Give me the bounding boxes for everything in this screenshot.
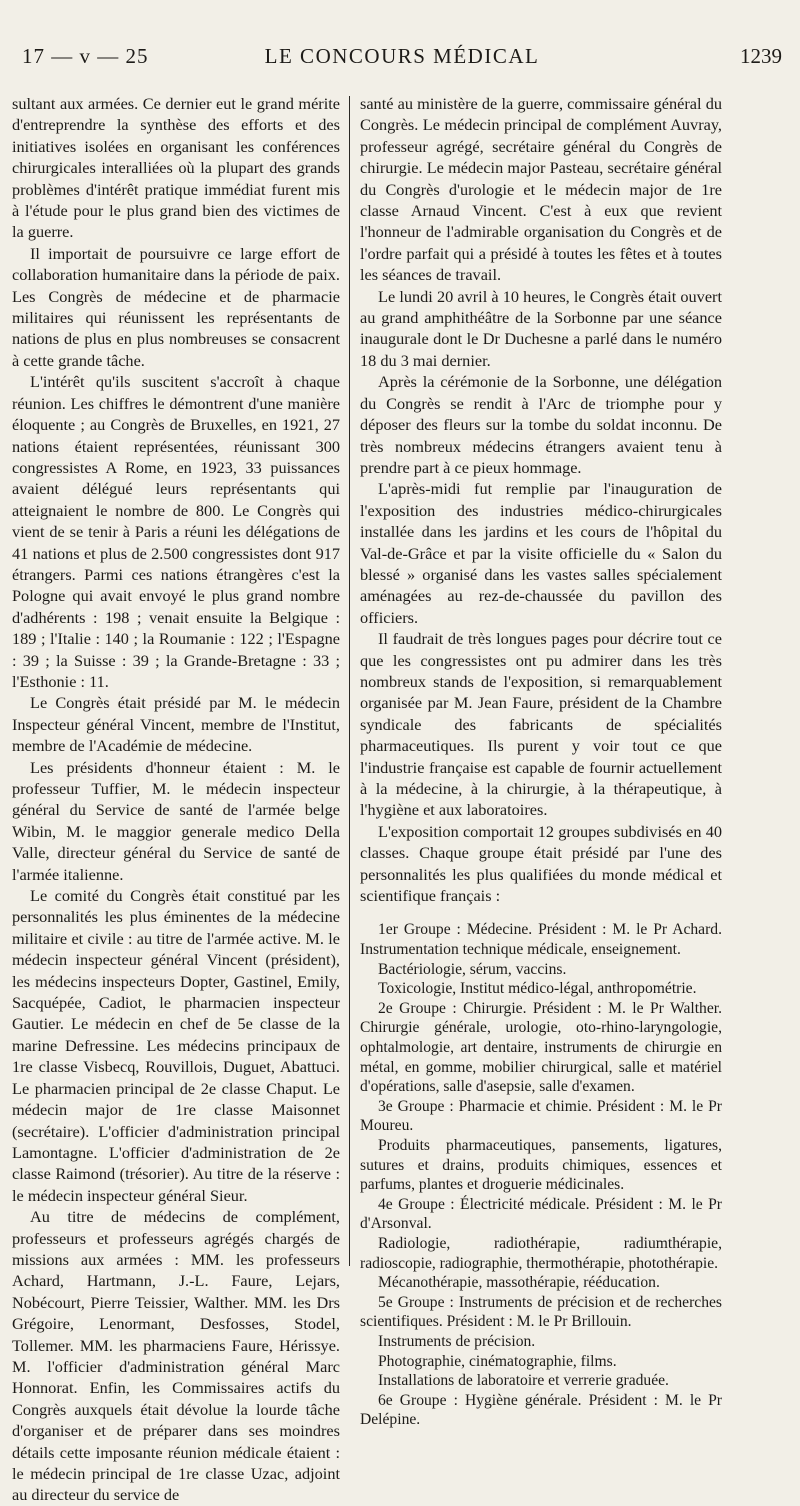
paragraph: L'après-midi fut remplie par l'inauguration de l'exposition des industries médico-chirurgicales installée dans les jardins et les cours de l'hôpital du Val-de-Grâce et par la visite officielle du « Salon du blessé » organisé dans les vastes salles spécialement aménagées au rez-de-chaussée du pavillon des officiers. xyxy=(360,479,722,627)
group-heading: 3e Groupe : Pharmacie et chimie. Président : M. le Pr Moureu. xyxy=(360,1097,722,1135)
group-heading: 5e Groupe : Instruments de précision et de recherches scientifiques. Président : M. le Pr Brillouin. xyxy=(360,1293,722,1331)
right-column xyxy=(360,93,722,1430)
group-heading: 2e Groupe : Chirurgie. Président : M. le Pr Walther. Chirurgie générale, urologie, oto-rhino-laryngologie, ophtalmologie, art dentaire, instruments de chirurgie en métal, en gomme, mobilier chirurgical, salle et matériel d'opérations, salle d'asepsie, salle d'examen. xyxy=(360,999,722,1096)
paragraph: Après la cérémonie de la Sorbonne, une délégation du Congrès se rendit à l'Arc de triomphe pour y déposer des fleurs sur la tombe du soldat inconnu. De très nombreux médecins étrangers avaient tenu à prendre part à ce pieux hommage. xyxy=(360,372,722,477)
paragraph: santé au ministère de la guerre, commissaire général du Congrès. Le médecin principal de complément Auvray, professeur agrégé, secrétaire général du Congrès de chirurgie. Le médecin major Pasteau, secrétaire général du Congrès d'urologie et le médecin major de 1re classe Arnaud Vincent. C'est à eux que revient l'honneur de l'admirable organisation du Congrès et de l'ordre parfait qui a présidé à toutes les fêtes et à toutes les séances de travail. xyxy=(360,94,722,285)
column-divider xyxy=(349,96,350,1266)
group-detail: Installations de laboratoire et verrerie graduée. xyxy=(378,1372,669,1390)
paragraph: Au titre de médecins de complément, professeurs et professeurs agrégés chargés de missions aux armées : MM. les professeurs Achard, Hartmann, J.-L. Faure, Lejars, Nobécourt, Pierre Teissier, Walther. MM. les Drs Grégoire, Lenormant, Desfosses, Stodel, Tollemer. MM. les pharmaciens Faure, Hérissye. M. l'officier d'administration général Marc Honnorat. Enfin, les Commissaires actifs du Congrès auxquels était dévolue la lourde tâche d'organiser et de préparer dans ses moindres détails cette imposante réunion médicale étaient : le médecin principal de 1re classe Uzac, adjoint au directeur du service de xyxy=(12,1207,340,1505)
group-detail: Instruments de précision. xyxy=(378,1332,536,1350)
group-heading: 4e Groupe : Électricité médicale. Président : M. le Pr d'Arsonval. xyxy=(360,1195,722,1233)
left-column xyxy=(12,93,340,1506)
journal-title: LE CONCOURS MÉDICAL xyxy=(264,44,540,68)
group-heading: 6e Groupe : Hygiène générale. Président : M. le Pr Delépine. xyxy=(360,1391,722,1429)
group-detail: Photographie, cinématographie, films. xyxy=(378,1352,617,1370)
issue-date: 17 — v — 25 xyxy=(22,44,149,68)
group-heading: 1er Groupe : Médecine. Président : M. le Pr Achard. Instrumentation technique médicale, enseignement. xyxy=(360,921,722,959)
group-detail: Bactériologie, sérum, vaccins. xyxy=(378,960,567,978)
paragraph: Les présidents d'honneur étaient : M. le professeur Tuffier, M. le médecin inspecteur général du Service de santé de l'armée belge Wibin, M. le maggior generale medico Della Valle, directeur général du Service de santé de l'armée italienne. xyxy=(12,757,340,884)
paragraph: Le Congrès était présidé par M. le médecin Inspecteur général Vincent, membre de l'Institut, membre de l'Académie de médecine. xyxy=(12,693,340,756)
paragraph: L'intérêt qu'ils suscitent s'accroît à chaque réunion. Les chiffres le démontrent d'une manière éloquente ; au Congrès de Bruxelles, en 1921, 27 nations étaient représentées, réunissant 300 congressistes A Rome, en 1923, 33 puissances avaient délégué leurs représentants qui atteignaient le nombre de 800. Le Congrès qui vient de se tenir à Paris a réuni les délégations de 41 nations et plus de 2.500 congressistes dont 917 étrangers. Parmi ces nations étrangères c'est la Pologne qui avait envoyé le plus grand nombre d'adhérents : 198 ; venait ensuite la Belgique : 189 ; l'Italie : 140 ; la Roumanie : 122 ; l'Espagne : 39 ; la Suisse : 39 ; la Grande-Bretagne : 33 ; l'Esthonie : 11. xyxy=(12,372,340,691)
exhibition-groups-list xyxy=(360,920,722,1429)
group-detail: Produits pharmaceutiques, pansements, ligatures, sutures et drains, produits chimiques, essences et parfums, plantes et droguerie médicinales. xyxy=(360,1136,722,1194)
page-header xyxy=(22,38,782,78)
paragraph: L'exposition comportait 12 groupes subdivisés en 40 classes. Chaque groupe était présidé par l'une des personnalités les plus qualifiées du monde médical et scientifique français : xyxy=(360,821,722,906)
paragraph: Il importait de poursuivre ce large effort de collaboration humanitaire dans la période de paix. Les Congrès de médecine et de pharmacie militaires qui réunissent les représentants de nations de plus en plus nombreuses se consacrent à cette grande tâche. xyxy=(12,243,340,370)
paragraph: Il faudrait de très longues pages pour décrire tout ce que les congressistes ont pu admirer dans les très nombreux stands de l'exposition, si remarquablement organisée par M. Jean Faure, président de la Chambre syndicale des fabricants de spécialités pharmaceutiques. Ils purent y voir tout ce que l'industrie française est capable de fournir actuellement à la médecine, à la chirurgie, à la thérapeutique, à l'hygiène et aux laboratoires. xyxy=(360,629,722,820)
page-number: 1239 xyxy=(740,44,782,68)
paragraph: sultant aux armées. Ce dernier eut le grand mérite d'entreprendre la synthèse des efforts et des initiatives isolées en organisant les conférences chirurgicales interalliées où la plupart des grands problèmes d'intérêt pratique immédiat furent mis à l'étude pour le plus grand bien des victimes de la guerre. xyxy=(12,94,340,242)
paragraph: Le comité du Congrès était constitué par les personnalités les plus éminentes de la médecine militaire et civile : au titre de l'armée active. M. le médecin inspecteur général Vincent (président), les médecins inspecteurs Dopter, Gastinel, Emily, Sacquépée, Cadiot, le pharmacien inspecteur Gautier. Le médecin en chef de 5e classe de la marine Defressine. Les médecins principaux de 1re classe Visbecq, Rouvillois, Duguet, Abattuci. Le pharmacien principal de 2e classe Chaput. Le médecin major de 1re classe Maisonnet (secrétaire). L'officier d'administration principal Lamontagne. L'officier d'administration de 2e classe Raimond (trésorier). Au titre de la réserve : le médecin inspecteur général Sieur. xyxy=(12,886,340,1205)
group-detail: Toxicologie, Institut médico-légal, anthropométrie. xyxy=(378,980,697,998)
group-detail: Mécanothérapie, massothérapie, rééducation. xyxy=(378,1274,660,1292)
paragraph: Le lundi 20 avril à 10 heures, le Congrès était ouvert au grand amphithéâtre de la Sorbonne par une séance inaugurale dont le Dr Duchesne a parlé dans le numéro 18 du 3 mai dernier. xyxy=(360,286,722,370)
group-detail: Radiologie, radiothérapie, radiumthérapie, radioscopie, radiographie, thermothérapie, photothérapie. xyxy=(360,1234,722,1272)
